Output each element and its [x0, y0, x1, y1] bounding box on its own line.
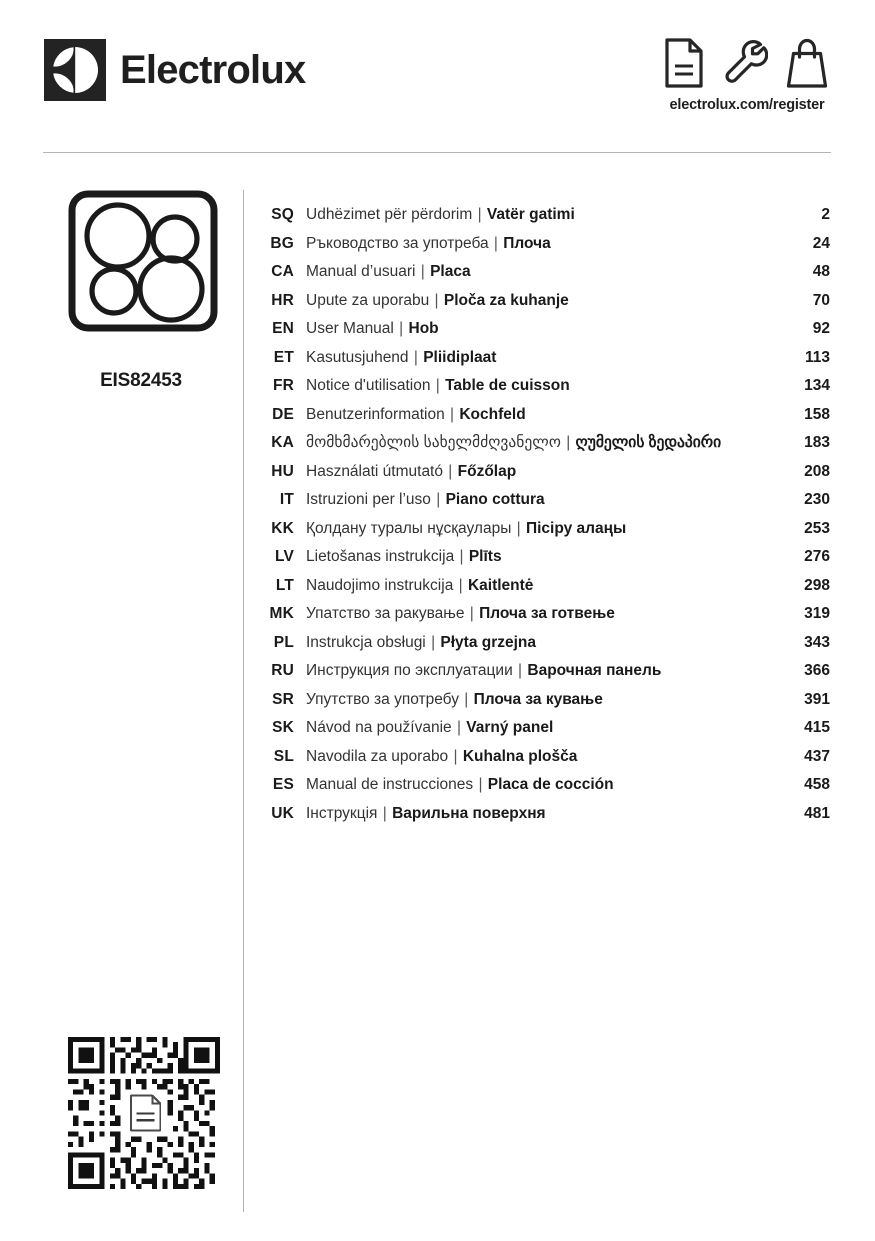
- product-title: Плоча за готвење: [479, 605, 615, 622]
- language-row[interactable]: [262, 230, 830, 259]
- product-title: Плоча: [503, 234, 551, 252]
- language-code: PL: [273, 633, 294, 651]
- product-column: [44, 190, 242, 392]
- manual-title: Udhëzimet për përdorim: [306, 206, 473, 223]
- language-code: DE: [272, 405, 294, 423]
- manual-title: Kasutusjuhend: [306, 348, 409, 366]
- page-number: 366: [804, 662, 830, 679]
- manual-title: Navodila za uporabo: [306, 747, 449, 765]
- language-row[interactable]: [262, 287, 830, 316]
- language-row[interactable]: [262, 486, 830, 515]
- product-title: Vatër gatimi: [486, 206, 575, 223]
- page-number: 92: [812, 320, 830, 337]
- title-separator: |: [445, 405, 459, 423]
- product-title: Pliidiplaat: [423, 348, 497, 366]
- page-number: 343: [804, 633, 830, 651]
- language-code: KA: [271, 434, 294, 451]
- title-separator: |: [459, 690, 473, 708]
- language-code: MK: [269, 605, 294, 622]
- page-number: 276: [804, 548, 830, 565]
- page-number: 437: [804, 747, 830, 765]
- language-row[interactable]: [262, 686, 830, 715]
- title-separator: |: [465, 605, 479, 622]
- language-row[interactable]: [262, 401, 830, 430]
- title-separator: |: [512, 519, 525, 537]
- language-code: SL: [273, 747, 294, 765]
- language-title: [294, 543, 786, 572]
- language-title: [294, 344, 786, 373]
- product-title: Table de cuisson: [445, 377, 570, 394]
- language-row[interactable]: [262, 344, 830, 373]
- page-number: 208: [804, 462, 830, 480]
- manual-title: Benutzerinformation: [306, 405, 445, 423]
- language-title: [294, 201, 786, 230]
- page-number: 2: [821, 206, 830, 223]
- manual-title: Instrukcja obsługi: [306, 633, 426, 651]
- title-separator: |: [409, 348, 423, 366]
- language-title: [294, 800, 786, 829]
- page-number: 415: [804, 719, 830, 736]
- manual-title: Інструкція: [306, 804, 378, 822]
- title-separator: |: [378, 804, 392, 822]
- language-row[interactable]: [262, 201, 830, 230]
- title-separator: |: [449, 747, 462, 765]
- page-number: 48: [812, 263, 830, 280]
- register-block[interactable]: [664, 38, 830, 113]
- page-number: 319: [804, 605, 830, 622]
- language-title: [294, 230, 786, 259]
- language-title: [294, 287, 786, 316]
- manual-title: Naudojimo instrukcija: [306, 576, 454, 594]
- language-title: [294, 515, 786, 544]
- page-number: 458: [804, 776, 830, 793]
- induction-hob-icon: [68, 190, 242, 332]
- language-code: SR: [272, 690, 294, 708]
- manual-title: Upute za uporabu: [306, 291, 430, 309]
- language-title: [294, 714, 786, 743]
- product-title: Varný panel: [466, 719, 554, 736]
- title-separator: |: [513, 662, 527, 679]
- language-row[interactable]: [262, 315, 830, 344]
- title-separator: |: [561, 434, 575, 451]
- language-title: [294, 429, 786, 458]
- language-code: RU: [271, 662, 294, 679]
- language-title: [294, 486, 786, 515]
- page-number: 70: [812, 291, 830, 309]
- page-number: 113: [804, 348, 830, 366]
- manual-title: Упатство за ракување: [306, 605, 465, 622]
- manual-title: Istruzioni per l’uso: [306, 491, 431, 508]
- qr-code[interactable]: [68, 1037, 220, 1189]
- page-number: 298: [804, 576, 830, 594]
- manual-title: მომხმარებლის სახელმძღვანელო: [306, 434, 561, 451]
- manual-title: Упутство за употребу: [306, 690, 459, 708]
- manual-title: Инструкция по эксплуатации: [306, 662, 513, 679]
- language-row[interactable]: [262, 743, 830, 772]
- brand-wordmark: Electrolux: [120, 48, 306, 92]
- language-title: [294, 657, 786, 686]
- language-title: [294, 743, 786, 772]
- manual-title: Návod na používanie: [306, 719, 452, 736]
- language-title: [294, 771, 786, 800]
- language-title: [294, 686, 786, 715]
- register-url-label[interactable]: electrolux.com/register: [669, 97, 825, 113]
- page-number: 481: [804, 804, 830, 822]
- product-model-label: EIS82453: [100, 370, 182, 391]
- language-title: [294, 458, 786, 487]
- title-separator: |: [431, 491, 445, 508]
- language-code: ET: [273, 348, 294, 366]
- product-title: Piano cottura: [445, 491, 545, 508]
- language-title: [294, 600, 786, 629]
- language-row[interactable]: [262, 714, 830, 743]
- language-code: EN: [272, 320, 294, 337]
- language-code: SK: [272, 719, 294, 736]
- page-number: 158: [804, 405, 830, 423]
- language-row[interactable]: [262, 657, 830, 686]
- language-code: IT: [279, 491, 294, 508]
- product-title: Пісіру алаңы: [525, 519, 627, 537]
- shopping-bag-icon: [784, 38, 830, 88]
- product-title: Hob: [408, 320, 439, 337]
- language-title: [294, 258, 786, 287]
- title-separator: |: [474, 776, 487, 793]
- product-title: Płyta grzejna: [440, 633, 537, 651]
- page-number: 24: [812, 234, 830, 252]
- language-code: BG: [270, 234, 294, 252]
- header-divider: [43, 152, 831, 153]
- product-title: Placa: [430, 263, 471, 280]
- language-row[interactable]: [262, 258, 830, 287]
- language-index-list: [262, 201, 830, 828]
- product-title: Kaitlentė: [467, 576, 534, 594]
- title-separator: |: [444, 462, 457, 480]
- language-row[interactable]: [262, 771, 830, 800]
- title-separator: |: [426, 633, 440, 651]
- language-code: LT: [275, 576, 294, 594]
- page-header: [0, 0, 875, 152]
- title-separator: |: [452, 719, 466, 736]
- language-row[interactable]: [262, 458, 830, 487]
- language-code: FR: [272, 377, 294, 394]
- language-title: [294, 629, 786, 658]
- title-separator: |: [431, 377, 445, 394]
- language-row[interactable]: [262, 543, 830, 572]
- manual-title: Notice d'utilisation: [306, 377, 431, 394]
- page-number: 391: [804, 690, 830, 708]
- product-title: Варильна поверхня: [392, 804, 546, 822]
- brand-lockup: [44, 39, 305, 101]
- language-row[interactable]: [262, 572, 830, 601]
- title-separator: |: [454, 576, 467, 594]
- language-title: [294, 572, 786, 601]
- title-separator: |: [416, 263, 430, 280]
- language-row[interactable]: [262, 429, 830, 458]
- manual-title: Manual d’usuari: [306, 263, 416, 280]
- page-number: 183: [804, 434, 830, 451]
- page-number: 230: [804, 491, 830, 508]
- manual-title: Manual de instrucciones: [306, 776, 474, 793]
- product-title: Плоча за кување: [473, 690, 603, 708]
- title-separator: |: [394, 320, 408, 337]
- title-separator: |: [489, 234, 503, 252]
- register-icon-group: [664, 38, 830, 88]
- document-icon: [664, 38, 704, 88]
- page-number: 253: [804, 519, 830, 537]
- product-title: Ploča za kuhanje: [443, 291, 569, 309]
- manual-title: Қолдану туралы нұсқаулары: [306, 519, 512, 537]
- product-title: Варочная панель: [527, 662, 662, 679]
- language-title: [294, 372, 786, 401]
- language-row[interactable]: [262, 372, 830, 401]
- language-code: HR: [271, 291, 294, 309]
- language-code: UK: [271, 804, 294, 822]
- title-separator: |: [430, 291, 443, 309]
- language-code: LV: [274, 548, 294, 565]
- language-code: SQ: [271, 206, 294, 223]
- product-title: Plīts: [468, 548, 502, 565]
- title-separator: |: [455, 548, 468, 565]
- language-title: [294, 401, 786, 430]
- manual-title: Használati útmutató: [306, 462, 443, 480]
- wrench-icon: [720, 38, 768, 88]
- language-title: [294, 315, 786, 344]
- product-title: Kuhalna plošča: [462, 747, 578, 765]
- manual-title: User Manual: [306, 320, 394, 337]
- manual-title: Lietošanas instrukcija: [306, 548, 455, 565]
- column-divider: [243, 190, 244, 1212]
- language-row[interactable]: [262, 800, 830, 829]
- language-code: KK: [271, 519, 294, 537]
- product-title: Főzőlap: [457, 462, 517, 480]
- language-code: ES: [272, 776, 294, 793]
- title-separator: |: [473, 206, 486, 223]
- language-row[interactable]: [262, 515, 830, 544]
- language-code: CA: [271, 263, 294, 280]
- manual-title: Ръководство за употреба: [306, 234, 489, 252]
- product-title: Placa de cocción: [487, 776, 614, 793]
- language-row[interactable]: [262, 600, 830, 629]
- language-row[interactable]: [262, 629, 830, 658]
- page-number: 134: [804, 377, 830, 394]
- product-title: ღუმელის ზედაპირი: [575, 434, 722, 451]
- product-title: Kochfeld: [459, 405, 526, 423]
- language-code: HU: [271, 462, 294, 480]
- electrolux-logo-mark-icon: [44, 39, 106, 101]
